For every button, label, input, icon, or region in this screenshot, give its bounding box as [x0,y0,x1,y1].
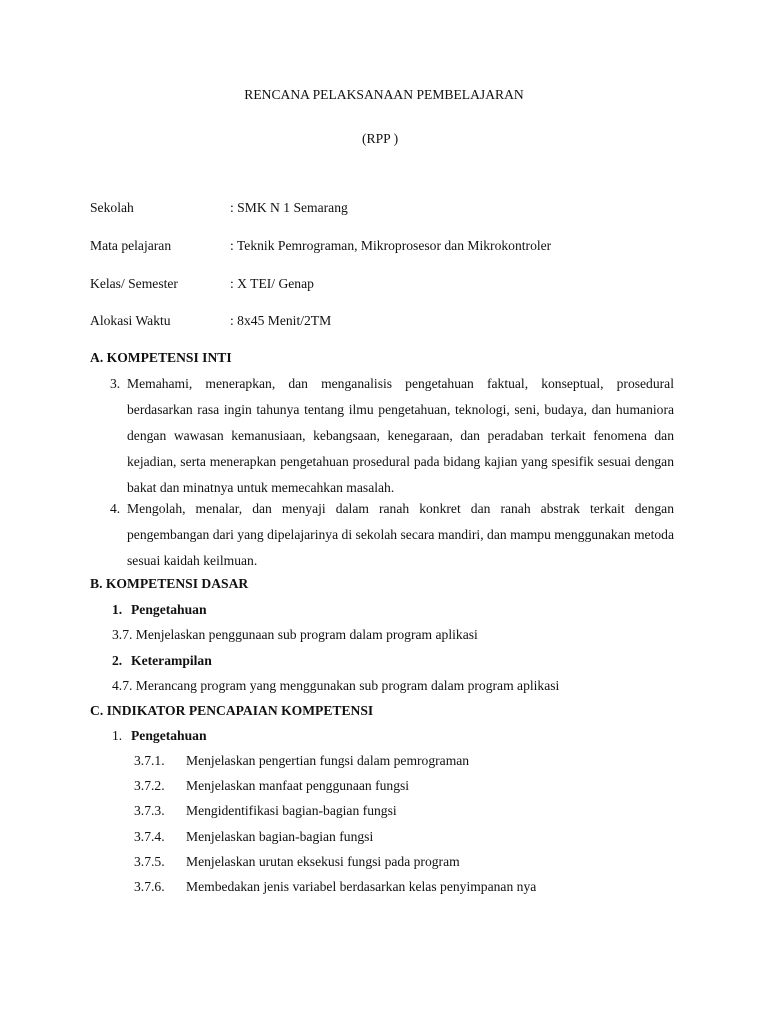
section-a-item-text: Memahami, menerapkan, dan menganalisis pengetahuan faktual, konseptual, prosedural berdasarkan rasa ingin tahunya tentang ilmu pengetahuan, teknologi, seni, budaya, dan humaniora dengan wawasan kemanusiaan, kebangsaan, kenegaraan, dan peradaban terkait fenomena dan kejadian, serta menerapkan pengetahuan prosedural pada bidang kajian yang spesifik sesuai dengan bakat dan minatnya untuk memecahkan masalah. [127,376,674,495]
indicator-text: Mengidentifikasi bagian-bagian fungsi [186,803,397,818]
identity-label-class: Kelas/ Semester [90,276,178,291]
indicator-code: 3.7.2. [134,778,165,793]
section-a-item-number: 4. [110,501,121,516]
document-title: RENCANA PELAKSANAAN PEMBELAJARAN [244,87,524,102]
identity-label-subject: Mata pelajaran [90,238,172,253]
indicator-text: Menjelaskan urutan eksekusi fungsi pada program [186,854,460,869]
indicator-code: 3.7.6. [134,879,165,894]
section-b-group-number: 1. [112,602,123,617]
indicator-code: 3.7.5. [134,854,165,869]
section-c-group-number: 1. [112,728,123,743]
identity-value-time: : 8x45 Menit/2TM [230,313,332,328]
section-a-heading: A. KOMPETENSI INTI [90,350,232,365]
indicator-text: Menjelaskan pengertian fungsi dalam pemrograman [186,753,470,768]
indicator-text: Membedakan jenis variabel berdasarkan kelas penyimpanan nya [186,879,537,894]
identity-label-school: Sekolah [90,200,134,215]
section-b-group-number: 2. [112,653,123,668]
section-b-item: 3.7. Menjelaskan penggunaan sub program dalam program aplikasi [112,627,478,642]
section-b-group-title: Pengetahuan [131,602,207,617]
indicator-code: 3.7.3. [134,803,165,818]
section-b-group-title: Keterampilan [131,653,212,668]
section-b-heading: B. KOMPETENSI DASAR [90,576,249,591]
indicator-code: 3.7.4. [134,829,165,844]
section-a-item-number: 3. [110,376,121,391]
identity-value-subject: : Teknik Pemrograman, Mikroprosesor dan Mikrokontroler [230,238,552,253]
identity-label-time: Alokasi Waktu [90,313,171,328]
section-b-item: 4.7. Merancang program yang menggunakan sub program dalam program aplikasi [112,678,560,693]
document-subtitle: (RPP ) [362,131,399,146]
section-c-heading: C. INDIKATOR PENCAPAIAN KOMPETENSI [90,703,374,718]
section-a-item-text: Mengolah, menalar, dan menyaji dalam ranah konkret dan ranah abstrak terkait dengan pengembangan dari yang dipelajarinya di sekolah secara mandiri, dan mampu menggunakan metoda sesuai kaidah keilmuan. [127,501,674,568]
section-c-group-title: Pengetahuan [131,728,207,743]
identity-value-school: : SMK N 1 Semarang [230,200,348,215]
indicator-text: Menjelaskan bagian-bagian fungsi [186,829,374,844]
identity-value-class: : X TEI/ Genap [230,276,314,291]
indicator-text: Menjelaskan manfaat penggunaan fungsi [186,778,410,793]
indicator-code: 3.7.1. [134,753,165,768]
